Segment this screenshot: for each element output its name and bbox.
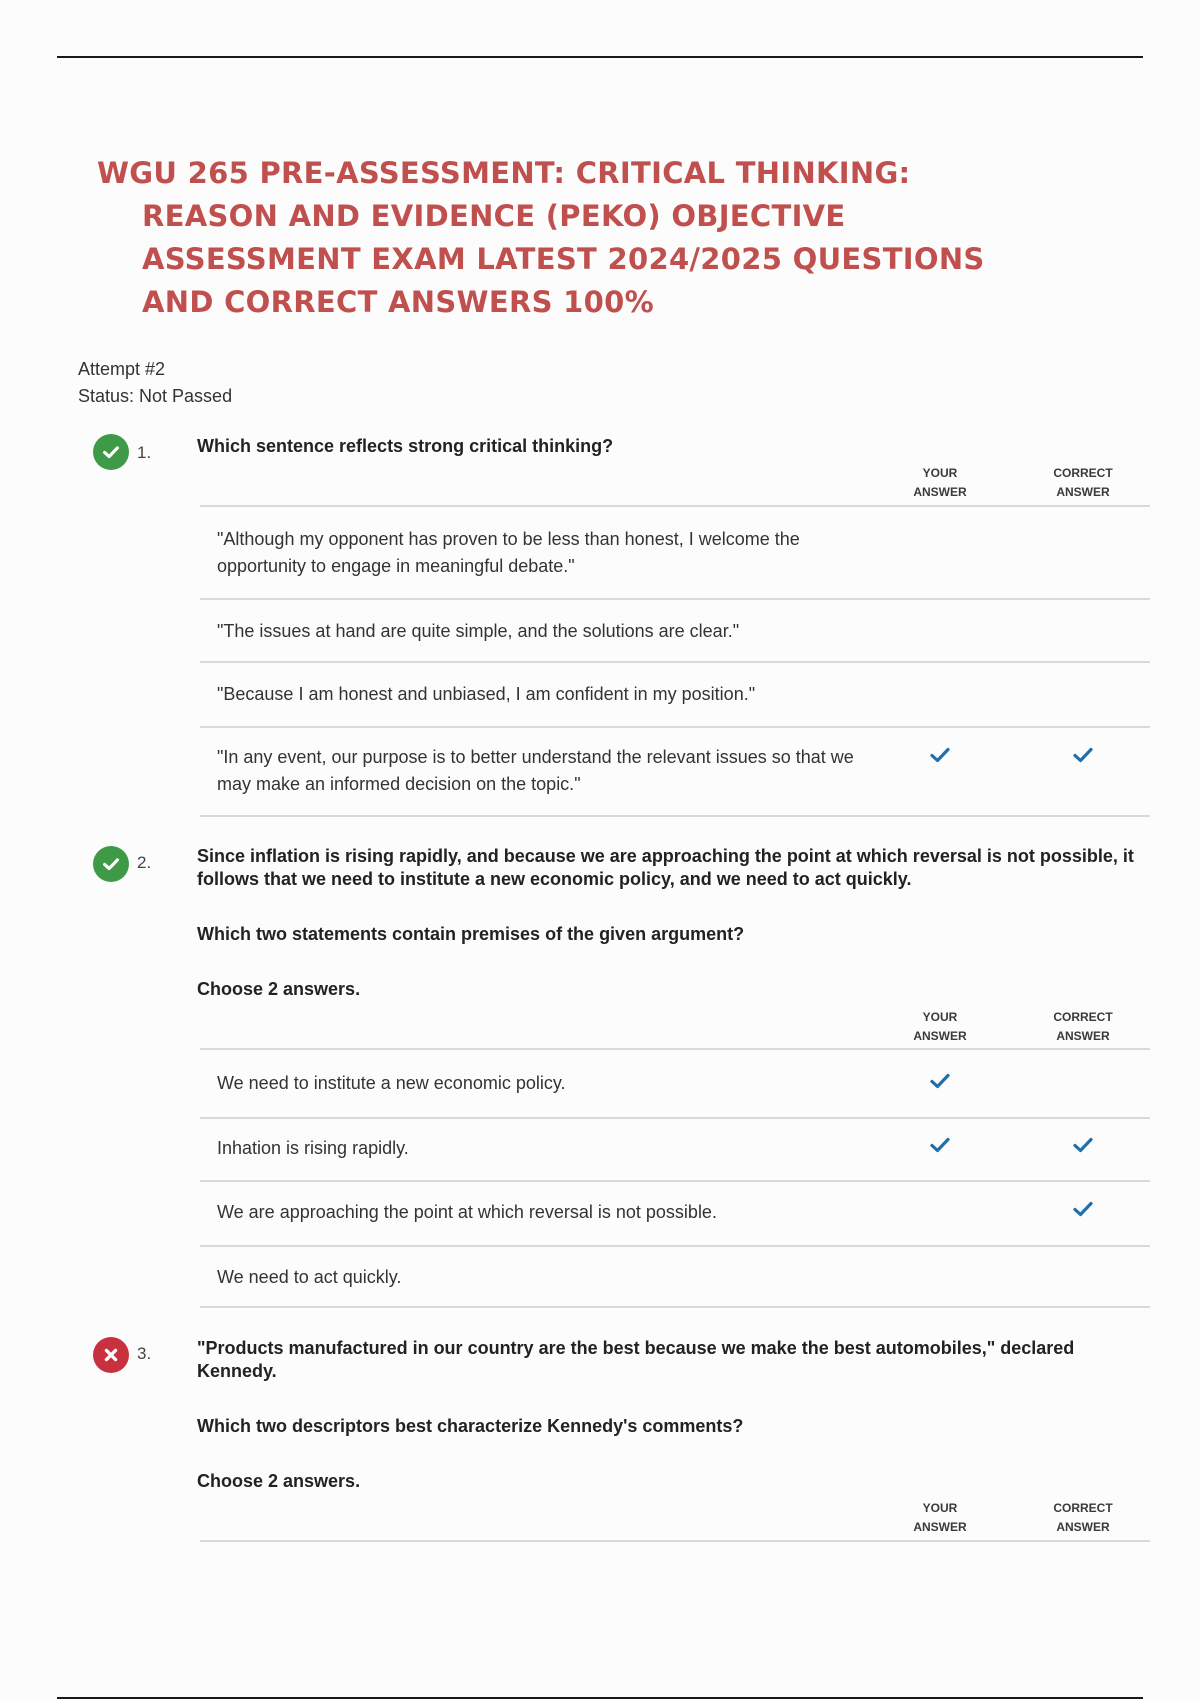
checkmark-icon — [1073, 747, 1093, 763]
question-prompt: "Products manufactured in our country are the best because we make the best automobiles," declared Kennedy. — [197, 1338, 1075, 1381]
row-divider — [200, 1048, 1150, 1050]
row-divider — [200, 1180, 1150, 1182]
checkmark-icon — [930, 1073, 950, 1089]
checkmark-icon — [930, 1137, 950, 1153]
title-line: REASON AND EVIDENCE (PEKO) OBJECTIVE — [142, 199, 846, 233]
row-divider — [200, 726, 1150, 728]
row-divider — [200, 815, 1150, 817]
page-title — [97, 152, 1097, 324]
check-circle-icon — [93, 846, 129, 882]
attempt-info — [78, 356, 232, 410]
x-circle-icon — [93, 1337, 129, 1373]
row-divider — [200, 661, 1150, 663]
answer-option: We need to institute a new economic policy. — [217, 1073, 566, 1093]
question-number: 1. — [137, 443, 152, 462]
row-divider — [200, 1540, 1150, 1542]
question-prompt: Since inflation is rising rapidly, and because we are approaching the point at which reversal is not possible, it follows that we need to institute a new economic policy, and we need to act quickly. — [197, 846, 1134, 889]
question-subprompt: Which two statements contain premises of the given argument? — [197, 924, 745, 944]
question-subprompt: Which two descriptors best characterize Kennedy's comments? — [197, 1416, 744, 1436]
row-divider — [200, 1245, 1150, 1247]
checkmark-icon — [1073, 1201, 1093, 1217]
question-number: 2. — [137, 853, 152, 872]
check-circle-icon — [93, 434, 129, 470]
your-answer-header: YOUR ANSWER — [913, 1010, 967, 1043]
attempt-status: Status: Not Passed — [78, 386, 233, 406]
answer-option: "In any event, our purpose is to better understand the relevant issues so that we may make an informed decision on the topic." — [217, 747, 854, 794]
answer-option: Inhation is rising rapidly. — [217, 1138, 409, 1158]
your-answer-header: YOUR ANSWER — [913, 1501, 967, 1534]
answer-option: "Because I am honest and unbiased, I am confident in my position." — [217, 684, 756, 704]
correct-answer-header: CORRECT ANSWER — [1053, 466, 1113, 499]
title-line: AND CORRECT ANSWERS 100% — [142, 285, 654, 319]
title-line: WGU 265 PRE-ASSESSMENT: CRITICAL THINKING: — [97, 156, 911, 190]
title-line: ASSESSMENT EXAM LATEST 2024/2025 QUESTIONS — [142, 242, 985, 276]
checkmark-icon — [930, 747, 950, 763]
answer-option: "The issues at hand are quite simple, and the solutions are clear." — [217, 621, 740, 641]
bottom-divider — [57, 1697, 1143, 1699]
answer-option: "Although my opponent has proven to be less than honest, I welcome the opportunity to engage in meaningful debate." — [217, 529, 800, 576]
row-divider — [200, 1306, 1150, 1308]
row-divider — [200, 1117, 1150, 1119]
question-number: 3. — [137, 1344, 152, 1363]
question-prompt: Which sentence reflects strong critical thinking? — [197, 436, 614, 456]
correct-answer-header: CORRECT ANSWER — [1053, 1501, 1113, 1534]
top-divider — [57, 56, 1143, 58]
checkmark-icon — [1073, 1137, 1093, 1153]
row-divider — [200, 505, 1150, 507]
attempt-number: Attempt #2 — [78, 359, 166, 379]
your-answer-header: YOUR ANSWER — [913, 466, 967, 499]
correct-answer-header: CORRECT ANSWER — [1053, 1010, 1113, 1043]
row-divider — [200, 598, 1150, 600]
answer-instruction: Choose 2 answers. — [197, 1471, 361, 1491]
answer-option: We are approaching the point at which reversal is not possible. — [217, 1202, 717, 1222]
answer-instruction: Choose 2 answers. — [197, 979, 361, 999]
answer-option: We need to act quickly. — [217, 1267, 402, 1287]
